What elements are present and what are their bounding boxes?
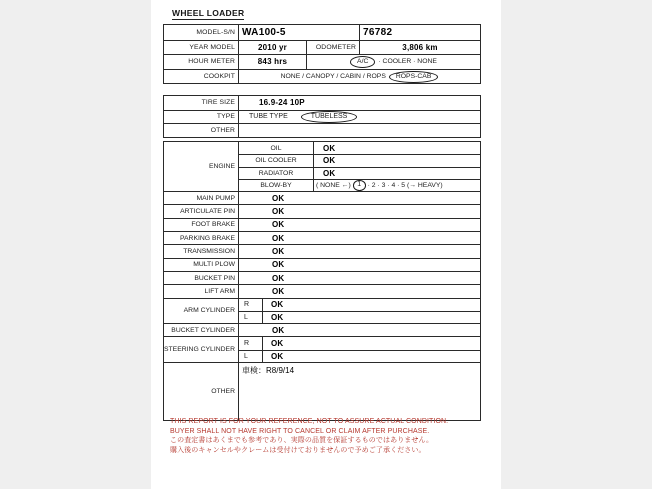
- engine-oil-value: OK: [323, 143, 336, 153]
- cockpit-options-list: NONE / CANOPY / CABIN / ROPS: [280, 73, 386, 81]
- tire-type-options: [238, 111, 480, 124]
- tire-type-row: [164, 110, 480, 124]
- tire-table: [163, 95, 481, 138]
- bucket-pin-value: OK: [272, 273, 285, 283]
- engine-oil-cooler-label: OIL COOLER: [239, 155, 314, 166]
- engine-oil-row: [239, 142, 480, 154]
- inspection-note: 車検：R8/9/14: [242, 366, 295, 376]
- year-odometer-row: [164, 40, 480, 55]
- tube-type-option: TUBE TYPE: [249, 113, 288, 121]
- foot-brake-value: OK: [272, 220, 285, 230]
- serial-value: 76782: [359, 25, 480, 40]
- engine-band: [164, 142, 480, 191]
- year-label: YEAR MODEL: [189, 43, 235, 51]
- hour-meter-label: HOUR METER: [188, 58, 235, 66]
- disclaimer-line-jp-1: この査定書はあくまでも参考であり、実際の品質を保証するものではありません。: [170, 437, 434, 445]
- ac-options: [306, 55, 480, 69]
- engine-oil-cooler-value: OK: [323, 156, 336, 166]
- foot-brake-label: FOOT BRAKE: [191, 221, 235, 229]
- engine-oil-label: OIL: [239, 142, 314, 154]
- transmission-label: TRANSMISSION: [183, 248, 235, 256]
- steering-cylinder-l-value: OK: [271, 351, 284, 361]
- parking-brake-label: PARKING BRAKE: [179, 234, 235, 242]
- steering-cylinder-r-row: [239, 337, 480, 349]
- tire-size-value: 16.9-24 10P: [238, 96, 480, 110]
- articulate-pin-label: ARTICULATE PIN: [180, 208, 235, 216]
- arm-cylinder-r-value: OK: [271, 300, 284, 310]
- odometer-label: ODOMETER: [306, 41, 359, 55]
- odometer-value: 3,806 km: [359, 41, 480, 55]
- parking-brake-row: [164, 231, 480, 244]
- blowby-scale: [314, 180, 443, 191]
- disclaimer-line-jp-2: 購入後のキャンセルやクレームは受付けておりませんので予めご了承ください。: [170, 446, 426, 454]
- bucket-pin-row: [164, 271, 480, 284]
- tire-other-value: [238, 124, 480, 137]
- page-title: WHEEL LOADER: [172, 8, 245, 18]
- year-value: 2010 yr: [238, 41, 306, 55]
- engine-oil-cooler-row: [239, 154, 480, 166]
- blowby-scale-pre: ( NONE ←): [316, 182, 351, 190]
- main-pump-value: OK: [272, 193, 285, 203]
- engine-radiator-value: OK: [323, 168, 336, 178]
- engine-radiator-label: RADIATOR: [239, 168, 314, 179]
- multi-plow-row: [164, 258, 480, 271]
- engine-radiator-row: [239, 167, 480, 179]
- circled-rops-cab-selection: ROPS-CAB: [389, 71, 439, 83]
- arm-cylinder-l-label: L: [239, 312, 263, 323]
- steering-cylinder-l-row: [239, 350, 480, 362]
- arm-cylinder-r-row: [239, 299, 480, 311]
- ac-options-rest: · COOLER · NONE: [378, 58, 437, 66]
- lift-arm-label: LIFT ARM: [204, 287, 235, 295]
- transmission-value: OK: [272, 247, 285, 257]
- cockpit-row: [164, 69, 480, 84]
- arm-cylinder-l-row: [239, 311, 480, 323]
- header-table: [163, 24, 481, 84]
- steering-cylinder-r-label: R: [239, 337, 263, 349]
- parking-brake-value: OK: [272, 233, 285, 243]
- tire-size-label: TIRE SIZE: [201, 99, 235, 107]
- steering-cylinder-l-label: L: [239, 351, 263, 362]
- hour-meter-value: 843 hrs: [238, 55, 306, 69]
- hour-meter-row: [164, 54, 480, 69]
- report-page: [151, 0, 501, 489]
- engine-blowby-label: BLOW-BY: [239, 180, 314, 191]
- tire-size-row: [164, 96, 480, 110]
- main-pump-row: [164, 191, 480, 204]
- disclaimer: [170, 417, 448, 455]
- inspection-table: [163, 141, 481, 421]
- other-label: OTHER: [211, 388, 235, 396]
- bucket-pin-label: BUCKET PIN: [194, 274, 235, 282]
- disclaimer-line-en-2: BUYER SHALL NOT HAVE RIGHT TO CANCEL OR CLAIM AFTER PURCHASE.: [170, 427, 430, 435]
- disclaimer-line-en-1: THIS REPORT IS FOR YOUR REFERENCE, NOT TO ASSURE ACTUAL CONDITION.: [170, 418, 449, 425]
- multi-plow-label: MULTI PLOW: [193, 261, 235, 269]
- foot-brake-row: [164, 218, 480, 231]
- articulate-pin-row: [164, 204, 480, 217]
- main-pump-label: MAIN PUMP: [196, 194, 235, 202]
- lift-arm-row: [164, 284, 480, 297]
- arm-cylinder-label: ARM CYLINDER: [183, 307, 235, 315]
- model-sn-row: [164, 25, 480, 40]
- steering-cylinder-r-value: OK: [271, 339, 284, 349]
- transmission-row: [164, 244, 480, 257]
- arm-cylinder-r-label: R: [239, 299, 263, 311]
- tire-type-label: TYPE: [216, 113, 235, 121]
- engine-blowby-row: [239, 179, 480, 191]
- circled-blowby-selection: 1: [353, 180, 366, 191]
- model-value: WA100-5: [238, 25, 359, 40]
- engine-label: ENGINE: [208, 163, 235, 171]
- steering-cylinder-label: STEERING CYLINDER: [163, 346, 235, 354]
- arm-cylinder-l-value: OK: [271, 313, 284, 322]
- bucket-cylinder-label: BUCKET CYLINDER: [171, 326, 235, 334]
- steering-cylinder-band: [164, 336, 480, 362]
- cockpit-options: [238, 70, 480, 84]
- arm-cylinder-band: [164, 298, 480, 324]
- circled-ac-selection: A/C: [350, 56, 375, 68]
- tire-other-row: [164, 123, 480, 137]
- model-sn-label: MODEL-S/N: [196, 28, 235, 36]
- tire-other-label: OTHER: [210, 126, 235, 134]
- other-band: [164, 362, 480, 420]
- articulate-pin-value: OK: [272, 207, 285, 217]
- circled-tubeless-selection: TUBELESS: [301, 111, 358, 123]
- lift-arm-value: OK: [272, 286, 285, 296]
- bucket-cylinder-row: [164, 323, 480, 336]
- blowby-scale-post: · 2 · 3 · 4 · 5 (→ HEAVY): [367, 182, 443, 190]
- cockpit-label: COOKPIT: [203, 73, 235, 81]
- bucket-cylinder-value: OK: [272, 325, 285, 335]
- multi-plow-value: OK: [272, 260, 285, 270]
